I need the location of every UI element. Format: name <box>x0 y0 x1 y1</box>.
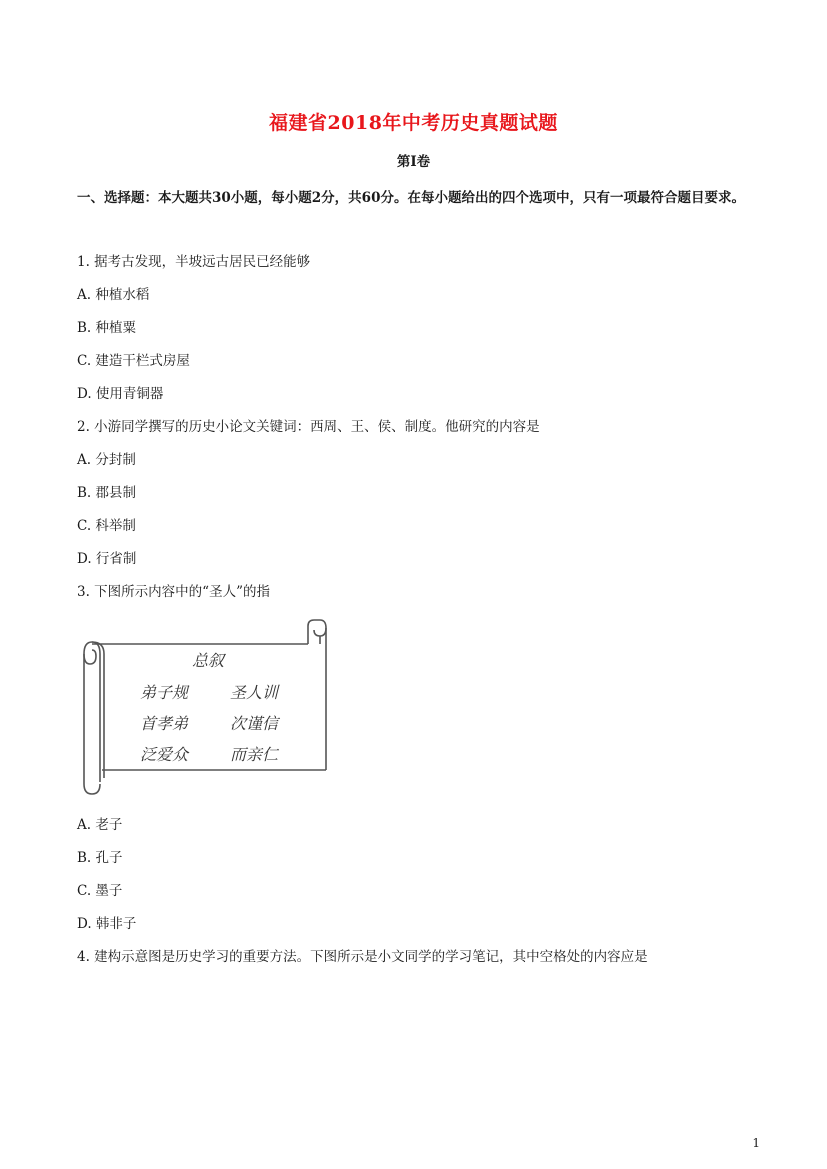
question-3-option-d: D. 韩非子 <box>77 916 137 932</box>
scroll-line-2-right: 次谨信 <box>230 714 279 733</box>
question-2-option-c: C. 科举制 <box>77 518 136 534</box>
question-3-option-b: B. 孔子 <box>77 850 123 866</box>
question-3-stem: 3. 下图所示内容中的“圣人”的指 <box>77 584 270 600</box>
scroll-line-1-right: 圣人训 <box>230 683 279 702</box>
question-1-option-c: C. 建造干栏式房屋 <box>77 353 190 369</box>
document-title: 福建省2018年中考历史真题试题 <box>269 112 558 134</box>
question-3-option-c: C. 墨子 <box>77 883 123 899</box>
question-3-option-a: A. 老子 <box>77 817 123 833</box>
volume-label: 第I卷 <box>396 154 431 170</box>
question-2-option-b: B. 郡县制 <box>77 485 137 501</box>
question-1-option-a: A. 种植水稻 <box>77 287 150 303</box>
scroll-line-1-left: 弟子规 <box>140 683 189 702</box>
question-2-stem: 2. 小游同学撰写的历史小论文关键词：西周、王、侯、制度。他研究的内容是 <box>77 419 540 435</box>
scroll-outline <box>74 618 336 798</box>
question-1-option-b: B. 种植粟 <box>77 320 137 336</box>
scroll-line-2-left: 首孝弟 <box>140 714 189 733</box>
question-2-option-d: D. 行省制 <box>77 551 137 567</box>
question-2-option-a: A. 分封制 <box>77 452 136 468</box>
scroll-line-3-left: 泛爱众 <box>140 745 189 764</box>
page-number: 1 <box>752 1136 760 1150</box>
question-1-stem: 1. 据考古发现，半坡远古居民已经能够 <box>77 254 311 270</box>
scroll-line-3-right: 而亲仁 <box>230 745 279 764</box>
question-4-stem: 4. 建构示意图是历史学习的重要方法。下图所示是小文同学的学习笔记，其中空格处的内容应是 <box>77 949 648 965</box>
scroll-heading: 总叙 <box>192 651 225 670</box>
question-1-option-d: D. 使用青铜器 <box>77 386 164 402</box>
section-heading: 一、选择题：本大题共30小题，每小题2分，共60分。在每小题给出的四个选项中，只有一项最符合题目要求。 <box>77 190 745 206</box>
scroll-figure <box>74 618 336 798</box>
